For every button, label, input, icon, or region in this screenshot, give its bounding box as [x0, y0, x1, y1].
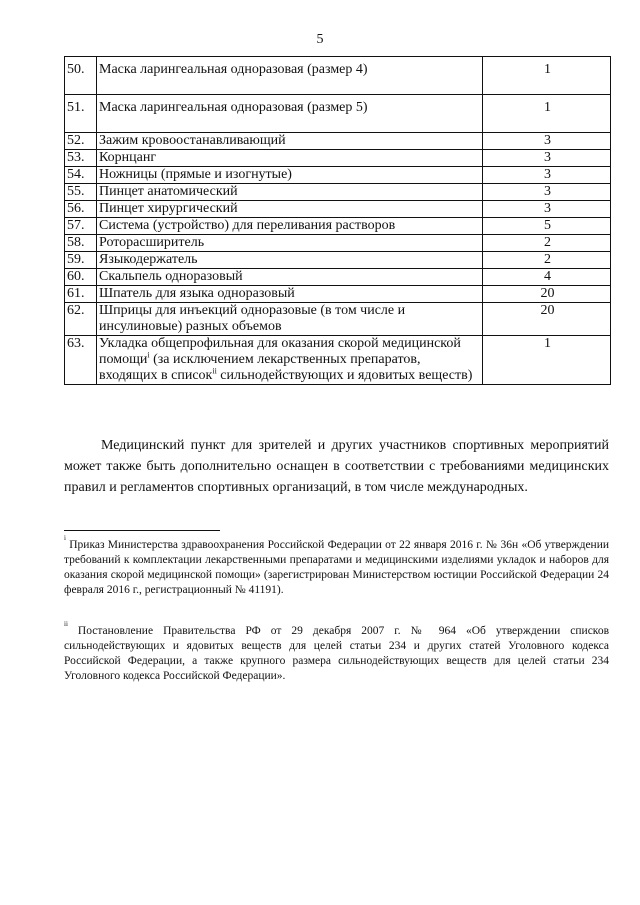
- item-quantity: 3: [483, 184, 611, 201]
- table-row: [65, 201, 611, 218]
- item-name: Система (устройство) для переливания растворов: [97, 218, 483, 235]
- item-quantity: 4: [483, 269, 611, 286]
- footnote: [64, 534, 610, 598]
- row-number: 58.: [65, 235, 97, 252]
- item-quantity: 3: [483, 167, 611, 184]
- row-number: 57.: [65, 218, 97, 235]
- row-number: 56.: [65, 201, 97, 218]
- row-number: 53.: [65, 150, 97, 167]
- item-quantity: 3: [483, 133, 611, 150]
- row-number: 60.: [65, 269, 97, 286]
- table-row: [65, 252, 611, 269]
- item-name: Пинцет анатомический: [97, 184, 483, 201]
- row-number: 55.: [65, 184, 97, 201]
- footnote-text: Постановление Правительства РФ от 29 декабря 2007 г. № 964 «Об утверждении списков сильнодействующих и ядовитых веществ для целей статьи 234 и других статей Уголовного кодекса Российской Федерации, а также крупного размера сильнодействующих веществ для целей статьи 234 Уголовного кодекса Российской Федерации».: [64, 625, 609, 682]
- table-row: [65, 218, 611, 235]
- item-quantity: 1: [483, 57, 611, 95]
- table-row: [65, 184, 611, 201]
- item-quantity: 1: [483, 95, 611, 133]
- item-name: Зажим кровоостанавливающий: [97, 133, 483, 150]
- item-name: Корнцанг: [97, 150, 483, 167]
- body-paragraph: Медицинский пункт для зрителей и других участников спортивных мероприятий может также быть дополнительно оснащен в соответствии с требованиями медицинских правил и регламентов спортивных организаций, в том числе международных.: [64, 438, 609, 495]
- item-name: Пинцет хирургический: [97, 201, 483, 218]
- item-name: Ножницы (прямые и изогнутые): [97, 167, 483, 184]
- item-quantity: 1: [483, 336, 611, 385]
- page-number: 5: [316, 32, 324, 47]
- item-name: [97, 336, 483, 385]
- item-name-part: сильнодействующих и ядовитых веществ): [216, 368, 473, 383]
- footnote: [64, 620, 609, 684]
- table-row: [65, 133, 611, 150]
- row-number: 63.: [65, 336, 97, 385]
- table-row: [65, 286, 611, 303]
- equipment-table: [64, 56, 611, 385]
- item-name: Роторасширитель: [97, 235, 483, 252]
- row-number: 59.: [65, 252, 97, 269]
- item-quantity: 5: [483, 218, 611, 235]
- item-name: Языкодержатель: [97, 252, 483, 269]
- item-name: Маска ларингеальная одноразовая (размер 4): [97, 57, 483, 95]
- table-row: [65, 269, 611, 286]
- item-name: Шприцы для инъекций одноразовые (в том числе и инсулиновые) разных объемов: [97, 303, 483, 336]
- table-row: [65, 95, 611, 133]
- item-quantity: 2: [483, 252, 611, 269]
- item-quantity: 20: [483, 286, 611, 303]
- item-name-part: (за исключением лекарственных препаратов, входящих в список: [99, 352, 421, 383]
- table-row: [65, 150, 611, 167]
- row-number: 62.: [65, 303, 97, 336]
- row-number: 52.: [65, 133, 97, 150]
- footnote-mark: ii: [64, 620, 68, 628]
- item-name-part: Укладка общепрофильная для оказания скорой медицинской помощи: [99, 336, 461, 367]
- item-quantity: 3: [483, 201, 611, 218]
- item-name: Шпатель для языка одноразовый: [97, 286, 483, 303]
- table-row: [65, 336, 611, 385]
- footnote-ref: ii: [212, 366, 217, 376]
- row-number: 54.: [65, 167, 97, 184]
- footnote-text: Приказ Министерства здравоохранения Российской Федерации от 22 января 2016 г. № 36н «Об утверждении требований к комплектации лекарственными препаратами и медицинскими изделиями укладок и наборов для оказания скорой медицинской помощи» (зарегистрирован Министерством юстиции Российской Федерации 24 февраля 2016 г., регистрационный № 41191).: [64, 539, 610, 596]
- footnote-mark: i: [64, 534, 66, 542]
- footnote-ref: i: [147, 350, 150, 360]
- table-row: [65, 167, 611, 184]
- row-number: 51.: [65, 95, 97, 133]
- item-name: Маска ларингеальная одноразовая (размер 5): [97, 95, 483, 133]
- row-number: 61.: [65, 286, 97, 303]
- table-row: [65, 235, 611, 252]
- item-quantity: 2: [483, 235, 611, 252]
- footnote-divider: [64, 530, 220, 531]
- table-row: [65, 303, 611, 336]
- table-row: [65, 57, 611, 95]
- item-quantity: 3: [483, 150, 611, 167]
- item-name: Скальпель одноразовый: [97, 269, 483, 286]
- item-quantity: 20: [483, 303, 611, 336]
- row-number: 50.: [65, 57, 97, 95]
